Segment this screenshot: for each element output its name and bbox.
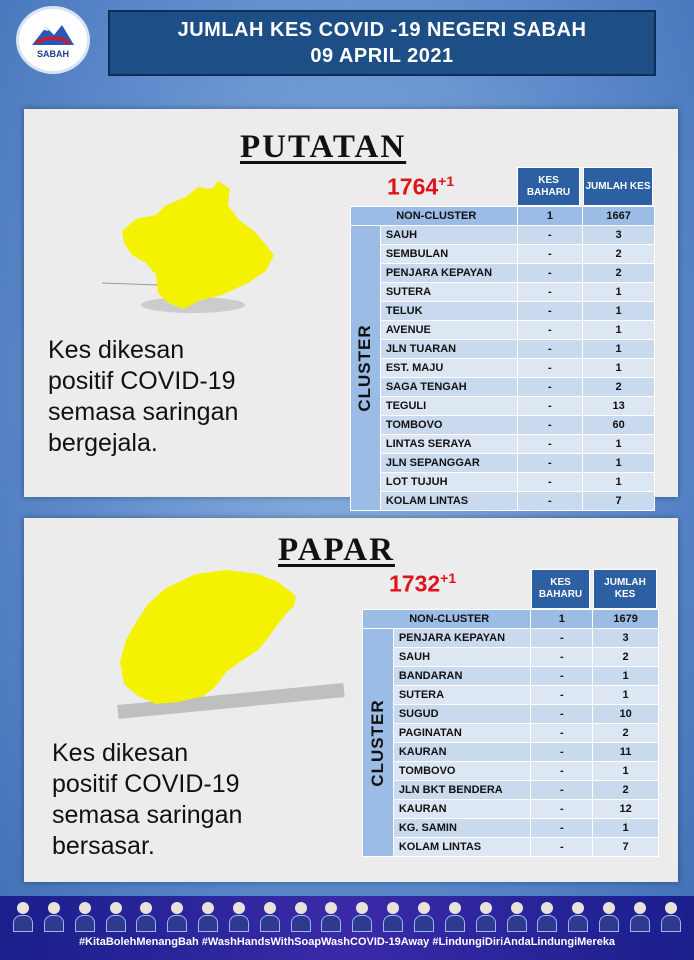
frontliner-figure-icon bbox=[166, 900, 188, 932]
table-row bbox=[351, 397, 655, 416]
frontliner-figure-icon bbox=[598, 900, 620, 932]
papar-description bbox=[52, 738, 242, 862]
cell-total: 2 bbox=[593, 724, 659, 743]
putatan-panel bbox=[24, 109, 678, 507]
putatan-cluster-table bbox=[350, 206, 655, 511]
logo-text: SABAH bbox=[36, 49, 69, 59]
table-row bbox=[351, 302, 655, 321]
cell-total: 1 bbox=[593, 819, 659, 838]
cell-total: 2 bbox=[583, 378, 655, 397]
cell-total: 7 bbox=[583, 492, 655, 511]
table-row bbox=[351, 283, 655, 302]
cell-name: BANDARAN bbox=[393, 667, 531, 686]
total-value: 1764 bbox=[387, 173, 439, 200]
papar-cluster-table bbox=[362, 609, 659, 857]
cell-new: - bbox=[517, 416, 583, 435]
cell-new: - bbox=[517, 397, 583, 416]
cell-name: KAURAN bbox=[393, 800, 531, 819]
cell-total: 2 bbox=[593, 648, 659, 667]
description-line: semasa saringan bbox=[48, 398, 239, 426]
cell-total: 1 bbox=[593, 762, 659, 781]
title-line-1: JUMLAH KES COVID -19 NEGERI SABAH bbox=[177, 19, 587, 41]
cell-total: 1 bbox=[583, 359, 655, 378]
table-row bbox=[363, 629, 659, 648]
cell-name: TOMBOVO bbox=[393, 762, 531, 781]
cell-name: KAURAN bbox=[393, 743, 531, 762]
mountain-logo-icon bbox=[30, 21, 76, 47]
cluster-label: CLUSTER bbox=[355, 324, 375, 412]
cell-total: 1 bbox=[583, 454, 655, 473]
cell-new: - bbox=[531, 667, 593, 686]
cluster-label-cell bbox=[363, 629, 394, 857]
cell-name: SUGUD bbox=[393, 705, 531, 724]
frontliner-figure-icon bbox=[290, 900, 312, 932]
cell-new: - bbox=[517, 492, 583, 511]
cell-new: - bbox=[517, 283, 583, 302]
total-cases-papar bbox=[389, 570, 456, 598]
cell-name: EST. MAJU bbox=[380, 359, 517, 378]
cell-total: 2 bbox=[583, 264, 655, 283]
cell-total: 1 bbox=[593, 686, 659, 705]
table-row-non-cluster bbox=[363, 610, 659, 629]
cell-new: - bbox=[531, 762, 593, 781]
frontliner-figure-icon bbox=[506, 900, 528, 932]
table-row bbox=[363, 686, 659, 705]
papar-map-icon bbox=[108, 566, 348, 726]
cell-new: - bbox=[531, 705, 593, 724]
cell-total: 1 bbox=[593, 667, 659, 686]
cell-name: SEMBULAN bbox=[380, 245, 517, 264]
table-row bbox=[351, 321, 655, 340]
cell-new: - bbox=[517, 340, 583, 359]
cell-name: NON-CLUSTER bbox=[363, 610, 531, 629]
cell-new: - bbox=[531, 819, 593, 838]
table-row bbox=[351, 226, 655, 245]
cell-new: - bbox=[517, 321, 583, 340]
cell-new: - bbox=[517, 435, 583, 454]
table-row bbox=[351, 473, 655, 492]
cell-total: 1 bbox=[583, 302, 655, 321]
sabah-logo bbox=[16, 6, 90, 74]
cell-total: 13 bbox=[583, 397, 655, 416]
cell-name: AVENUE bbox=[380, 321, 517, 340]
table-row bbox=[351, 492, 655, 511]
frontliner-figure-icon bbox=[444, 900, 466, 932]
frontliner-figure-icon bbox=[12, 900, 34, 932]
frontliner-figure-icon bbox=[413, 900, 435, 932]
cell-new: - bbox=[531, 629, 593, 648]
frontliner-figure-icon bbox=[197, 900, 219, 932]
description-line: semasa saringan bbox=[52, 801, 243, 829]
cell-new: - bbox=[531, 781, 593, 800]
cell-new: 1 bbox=[517, 207, 583, 226]
cell-name: KG. SAMIN bbox=[393, 819, 531, 838]
cell-name: SAUH bbox=[393, 648, 531, 667]
cell-name: PENJARA KEPAYAN bbox=[393, 629, 531, 648]
cell-new: - bbox=[517, 378, 583, 397]
cell-name: LINTAS SERAYA bbox=[380, 435, 517, 454]
cell-new: - bbox=[531, 724, 593, 743]
total-value: 1732 bbox=[389, 570, 441, 597]
cell-new: - bbox=[517, 245, 583, 264]
cell-name: JLN TUARAN bbox=[380, 340, 517, 359]
description-line: positif COVID-19 bbox=[52, 770, 240, 798]
header-jumlah-kes: JUMLAH KES bbox=[583, 167, 653, 206]
cell-name: KOLAM LINTAS bbox=[380, 492, 517, 511]
total-increment: +1 bbox=[440, 570, 457, 586]
total-cases-putatan bbox=[387, 173, 454, 201]
cell-total: 1679 bbox=[593, 610, 659, 629]
cell-new: - bbox=[517, 264, 583, 283]
header-kes-baharu: KES BAHARU bbox=[531, 569, 590, 609]
cell-new: - bbox=[517, 473, 583, 492]
frontliner-figures bbox=[12, 900, 682, 934]
cell-name: SAGA TENGAH bbox=[380, 378, 517, 397]
cell-total: 1 bbox=[583, 321, 655, 340]
district-title-putatan: PUTATAN bbox=[240, 129, 407, 165]
table-row bbox=[363, 705, 659, 724]
cell-name: SUTERA bbox=[380, 283, 517, 302]
footer-banner bbox=[0, 896, 694, 960]
frontliner-figure-icon bbox=[74, 900, 96, 932]
header-kes-baharu: KES BAHARU bbox=[517, 167, 580, 206]
table-row bbox=[351, 435, 655, 454]
cell-total: 1 bbox=[583, 473, 655, 492]
frontliner-figure-icon bbox=[567, 900, 589, 932]
table-row bbox=[351, 378, 655, 397]
table-row bbox=[351, 245, 655, 264]
putatan-description bbox=[48, 335, 238, 459]
cell-total: 12 bbox=[593, 800, 659, 819]
papar-panel bbox=[24, 518, 678, 882]
frontliner-figure-icon bbox=[629, 900, 651, 932]
cell-name: JLN SEPANGGAR bbox=[380, 454, 517, 473]
cell-total: 2 bbox=[583, 245, 655, 264]
table-row bbox=[363, 667, 659, 686]
description-line: Kes dikesan bbox=[52, 739, 189, 767]
frontliner-figure-icon bbox=[43, 900, 65, 932]
cell-name: TOMBOVO bbox=[380, 416, 517, 435]
cell-name: SAUH bbox=[380, 226, 517, 245]
cell-total: 2 bbox=[593, 781, 659, 800]
cell-name: TEGULI bbox=[380, 397, 517, 416]
cell-total: 3 bbox=[593, 629, 659, 648]
cell-total: 7 bbox=[593, 838, 659, 857]
table-row bbox=[363, 724, 659, 743]
table-row bbox=[351, 359, 655, 378]
description-line: positif COVID-19 bbox=[48, 367, 236, 395]
description-line: bergejala. bbox=[48, 429, 158, 457]
cell-new: - bbox=[531, 648, 593, 667]
district-title-papar: PAPAR bbox=[278, 532, 395, 568]
cell-name: PAGINATAN bbox=[393, 724, 531, 743]
cell-total: 60 bbox=[583, 416, 655, 435]
cell-name: SUTERA bbox=[393, 686, 531, 705]
frontliner-figure-icon bbox=[105, 900, 127, 932]
description-line: Kes dikesan bbox=[48, 336, 185, 364]
table-row bbox=[363, 819, 659, 838]
cell-new: - bbox=[517, 226, 583, 245]
cell-new: - bbox=[531, 838, 593, 857]
table-row bbox=[363, 781, 659, 800]
cell-name: TELUK bbox=[380, 302, 517, 321]
title-date: 09 APRIL 2021 bbox=[310, 45, 454, 67]
cell-name: KOLAM LINTAS bbox=[393, 838, 531, 857]
frontliner-figure-icon bbox=[660, 900, 682, 932]
cluster-label: CLUSTER bbox=[367, 698, 387, 787]
cell-total: 1 bbox=[583, 435, 655, 454]
cluster-label-cell bbox=[351, 226, 381, 511]
header-jumlah-kes: JUMLAH KES bbox=[593, 569, 657, 609]
frontliner-figure-icon bbox=[135, 900, 157, 932]
table-row bbox=[363, 838, 659, 857]
cell-new: 1 bbox=[531, 610, 593, 629]
cell-total: 1 bbox=[583, 283, 655, 302]
total-increment: +1 bbox=[438, 173, 455, 189]
cell-total: 10 bbox=[593, 705, 659, 724]
cell-new: - bbox=[531, 686, 593, 705]
hashtag-line: #KitaBolehMenangBah #WashHandsWithSoapWashCOVID-19Away #LindungiDiriAndaLindungiMereka bbox=[78, 936, 616, 948]
cell-name: LOT TUJUH bbox=[380, 473, 517, 492]
frontliner-figure-icon bbox=[320, 900, 342, 932]
cell-name: PENJARA KEPAYAN bbox=[380, 264, 517, 283]
cell-new: - bbox=[517, 454, 583, 473]
table-row bbox=[363, 743, 659, 762]
table-row bbox=[351, 454, 655, 473]
cell-name: NON-CLUSTER bbox=[351, 207, 518, 226]
cell-new: - bbox=[531, 800, 593, 819]
table-row-non-cluster bbox=[351, 207, 655, 226]
cell-total: 3 bbox=[583, 226, 655, 245]
cell-new: - bbox=[531, 743, 593, 762]
frontliner-figure-icon bbox=[228, 900, 250, 932]
cell-new: - bbox=[517, 302, 583, 321]
putatan-map-icon bbox=[98, 175, 288, 321]
table-row bbox=[351, 340, 655, 359]
description-line: bersasar. bbox=[52, 832, 155, 860]
cell-new: - bbox=[517, 359, 583, 378]
cell-total: 1 bbox=[583, 340, 655, 359]
table-row bbox=[351, 264, 655, 283]
table-row bbox=[363, 762, 659, 781]
frontliner-figure-icon bbox=[382, 900, 404, 932]
cell-total: 1667 bbox=[583, 207, 655, 226]
frontliner-figure-icon bbox=[259, 900, 281, 932]
table-row bbox=[363, 800, 659, 819]
table-row bbox=[363, 648, 659, 667]
page-title bbox=[108, 10, 656, 76]
frontliner-figure-icon bbox=[536, 900, 558, 932]
cell-name: JLN BKT BENDERA bbox=[393, 781, 531, 800]
table-row bbox=[351, 416, 655, 435]
frontliner-figure-icon bbox=[475, 900, 497, 932]
frontliner-figure-icon bbox=[351, 900, 373, 932]
cell-total: 11 bbox=[593, 743, 659, 762]
